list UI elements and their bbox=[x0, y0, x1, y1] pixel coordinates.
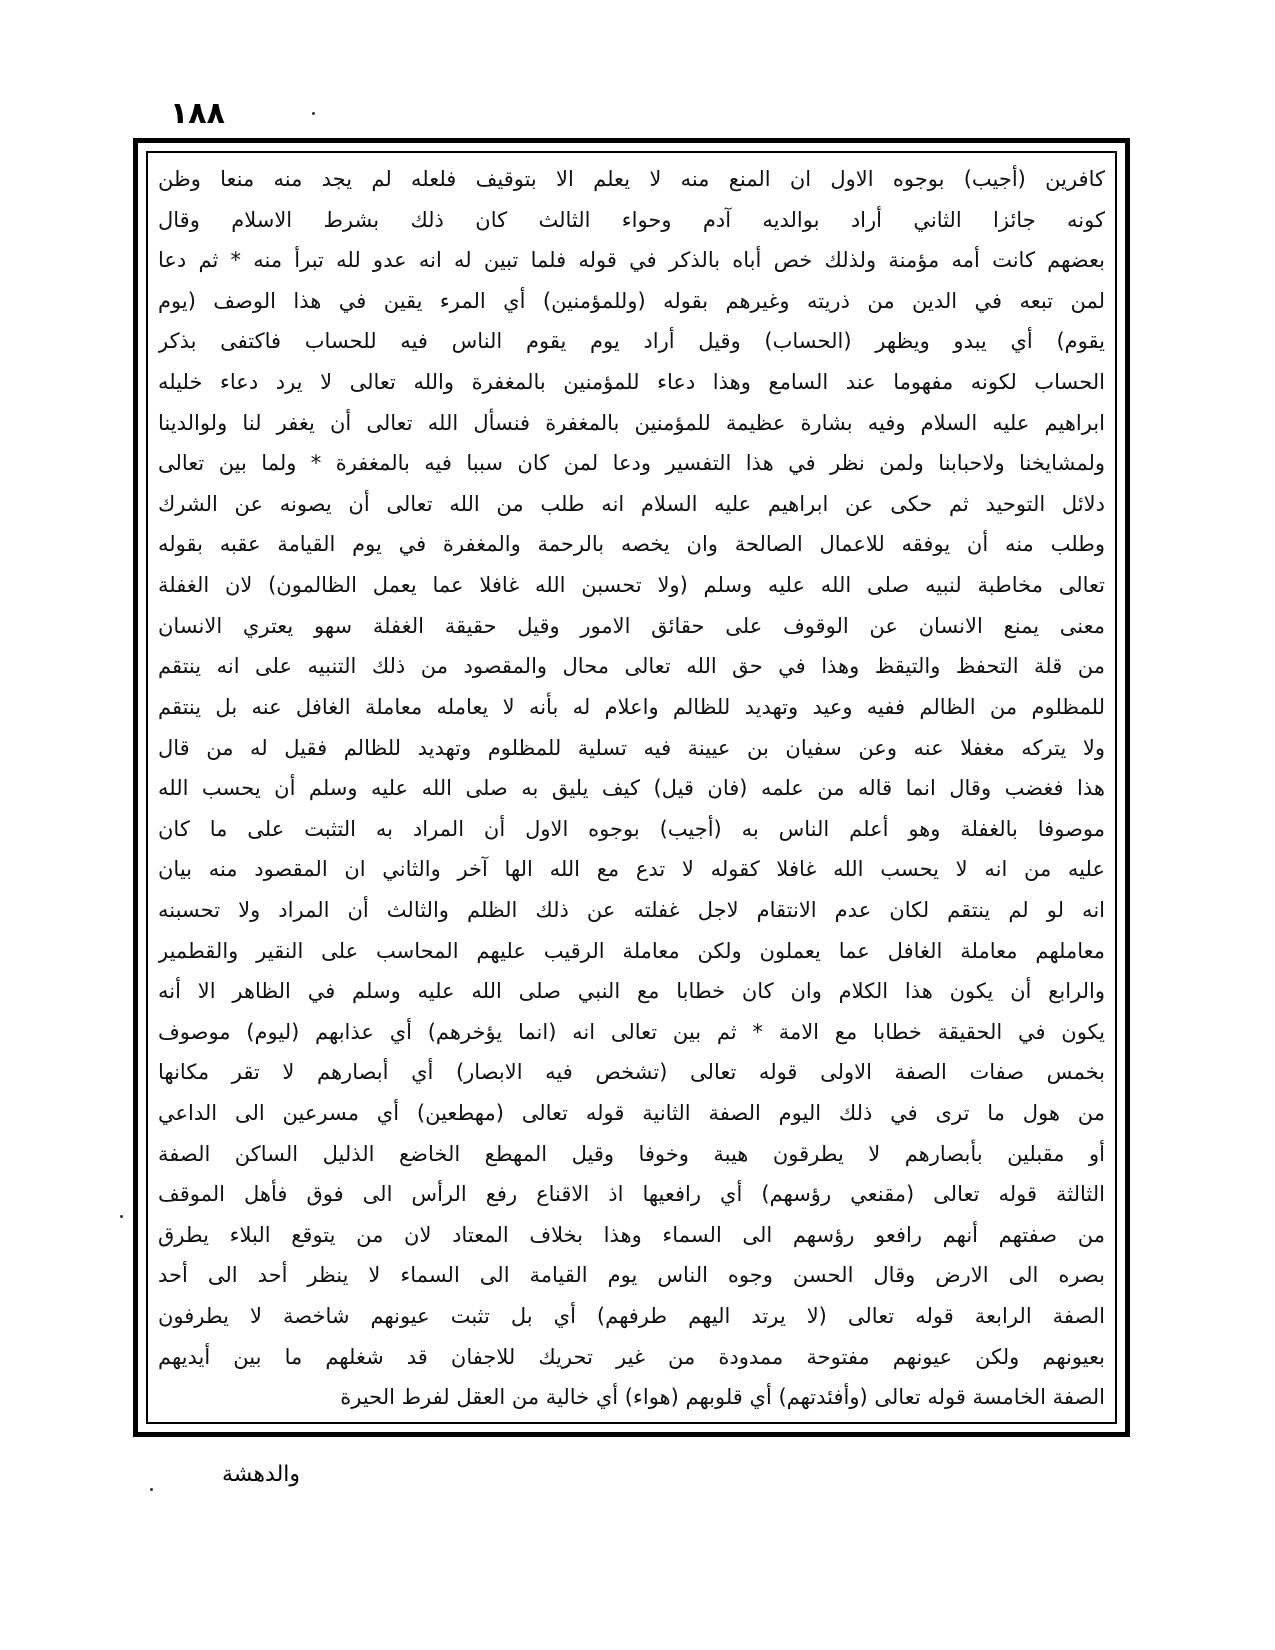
text-line: يكون في الحقيقة خطابا مع الامة * ثم بين تعالى انه (انما يؤخرهم) أي عذابهم (ليوم) موصوف bbox=[158, 1019, 1105, 1044]
text-line: للمظلوم من الظالم ففيه وعيد وتهديد للظالم واعلام له بأنه لا يعامله معاملة الغافل عنه بل ينتقم bbox=[158, 694, 1105, 719]
text-line: معنى يمنع الانسان عن الوقوف على حقائق الامور وقيل حقيقة الغفلة سهو يعتري الانسان bbox=[158, 613, 1105, 638]
text-line: موصوفا بالغفلة وهو أعلم الناس به (أجيب) بوجوه الاول أن المراد به التثبت على ما كان bbox=[158, 816, 1105, 841]
text-line: وطلب منه أن يوفقه للاعمال الصالحة وان يخصه بالرحمة والمغفرة في يوم القيامة عقبه بقوله bbox=[158, 532, 1105, 557]
ink-speck bbox=[312, 112, 315, 115]
text-line: بعيونهم ولكن عيونهم مفتوحة ممدودة من غير تحريك للاجفان قد شغلهم ما بين أيديهم bbox=[158, 1344, 1105, 1369]
text-line: من قلة التحفظ والتيقظ وهذا في حق الله تعالى محال والمقصود من ذلك التنبيه على انه ينتقم bbox=[158, 654, 1105, 679]
text-line: معاملهم معاملة الغافل عما يعملون ولكن معاملة الرقيب عليهم المحاسب على النقير والقطمير bbox=[158, 938, 1105, 963]
text-line: الصفة الرابعة قوله تعالى (لا يرتد اليهم طرفهم) أي بل تثبت عيونهم شاخصة لا يطرفون bbox=[158, 1304, 1105, 1329]
text-line: كونه جائزا الثاني أراد بوالديه آدم وحواء الثالث كان ذلك بشرط الاسلام وقال bbox=[158, 207, 1105, 232]
text-line: بخمس صفات الصفة الاولى قوله تعالى (تشخص فيه الابصار) أي أبصارهم لا تقر مكانها bbox=[158, 1060, 1105, 1085]
text-line: انه لو لم ينتقم لكان عدم الانتقام لاجل غفلته عن ذلك الظلم والثالث أن المراد ولا تحسبنه bbox=[158, 897, 1105, 922]
text-line: يقوم) أي يبدو ويظهر (الحساب) وقيل أراد يوم يقوم الناس فيه للحساب فاكتفى بذكر bbox=[158, 329, 1105, 354]
text-line: لمن تبعه في الدين من ذريته وغيرهم بقوله (وللمؤمنين) أي المرء يقين في هذا الوصف (يوم bbox=[158, 288, 1105, 313]
catchword: والدهشة bbox=[222, 1462, 301, 1487]
inner-page-border bbox=[146, 151, 1117, 1424]
text-line: بعضهم كانت أمه مؤمنة ولذلك خص أباه بالذكر في قوله فلما تبين له انه عدو لله تبرأ منه * ثم دعا bbox=[158, 248, 1105, 273]
text-line: الحساب لكونه مفهوما عند السامع وهذا دعاء للمؤمنين بالمغفرة والله تعالى لا يرد دعاء خليله bbox=[158, 370, 1105, 395]
page-number: ١٨٨ bbox=[170, 96, 225, 131]
main-text-block bbox=[158, 159, 1105, 1418]
text-line: من هول ما ترى في ذلك اليوم الصفة الثانية قوله تعالى (مهطعين) أي مسرعين الى الداعي bbox=[158, 1101, 1105, 1126]
text-line: من صفتهم أنهم رافعو رؤسهم الى السماء وهذا بخلاف المعتاد لان من يتوقع البلاء يطرق bbox=[158, 1222, 1105, 1247]
text-line: الثالثة قوله تعالى (مقنعي رؤسهم) أي رافعيها اذ الاقناع رفع الرأس الى فوق فأهل الموقف bbox=[158, 1182, 1105, 1207]
text-line: دلائل التوحيد ثم حكى عن ابراهيم عليه السلام انه طلب من الله تعالى أن يصونه عن الشرك bbox=[158, 491, 1105, 516]
ink-speck bbox=[120, 1215, 123, 1218]
text-line: الصفة الخامسة قوله تعالى (وأفئدتهم) أي قلوبهم (هواء) أي خالية من العقل لفرط الحيرة bbox=[340, 1385, 1105, 1410]
text-line: هذا فغضب وقال انما قاله من علمه (فان قيل) كيف يليق به صلى الله عليه وسلم أن يحسب الله bbox=[158, 776, 1105, 801]
text-line: أو مقبلين بأبصارهم لا يطرقون هيبة وخوفا وقيل المهطع الخاضع الذليل الساكن الصفة bbox=[158, 1141, 1105, 1166]
text-line: ابراهيم عليه السلام وفيه بشارة عظيمة للمؤمنين بالمغفرة فنسأل الله تعالى أن يغفر لنا ولوالدينا bbox=[158, 410, 1105, 435]
text-line: والرابع أن يكون هذا الكلام وان كان خطابا مع النبي صلى الله عليه وسلم في الظاهر الا أنه bbox=[158, 979, 1105, 1004]
text-line: كافرين (أجيب) بوجوه الاول ان المنع منه لا يعلم الا بتوقيف فلعله لم يجد منه منعا وظن bbox=[158, 167, 1105, 191]
text-line: تعالى مخاطبة لنبيه صلى الله عليه وسلم (ولا تحسبن الله غافلا عما يعمل الظالمون) لان الغفلة bbox=[158, 573, 1105, 598]
text-line: بصره الى الارض وقال الحسن وجوه الناس يوم القيامة الى السماء لا ينظر أحد الى أحد bbox=[158, 1263, 1105, 1288]
outer-page-border bbox=[133, 138, 1130, 1437]
text-line: ولا يتركه مغفلا عنه وعن سفيان بن عيينة فيه تسلية للمظلوم وتهديد للظالم فقيل له من قال bbox=[158, 735, 1105, 760]
ink-speck bbox=[150, 1488, 153, 1491]
text-line: عليه من انه لا يحسب الله غافلا كقوله لا تدع مع الله الها آخر والثاني ان المقصود منه بيان bbox=[158, 857, 1105, 882]
text-line: ولمشايخنا ولاحبابنا ولمن نظر في هذا التفسير ودعا لمن كان سببا فيه بالمغفرة * ولما بين تعالى bbox=[158, 451, 1105, 476]
